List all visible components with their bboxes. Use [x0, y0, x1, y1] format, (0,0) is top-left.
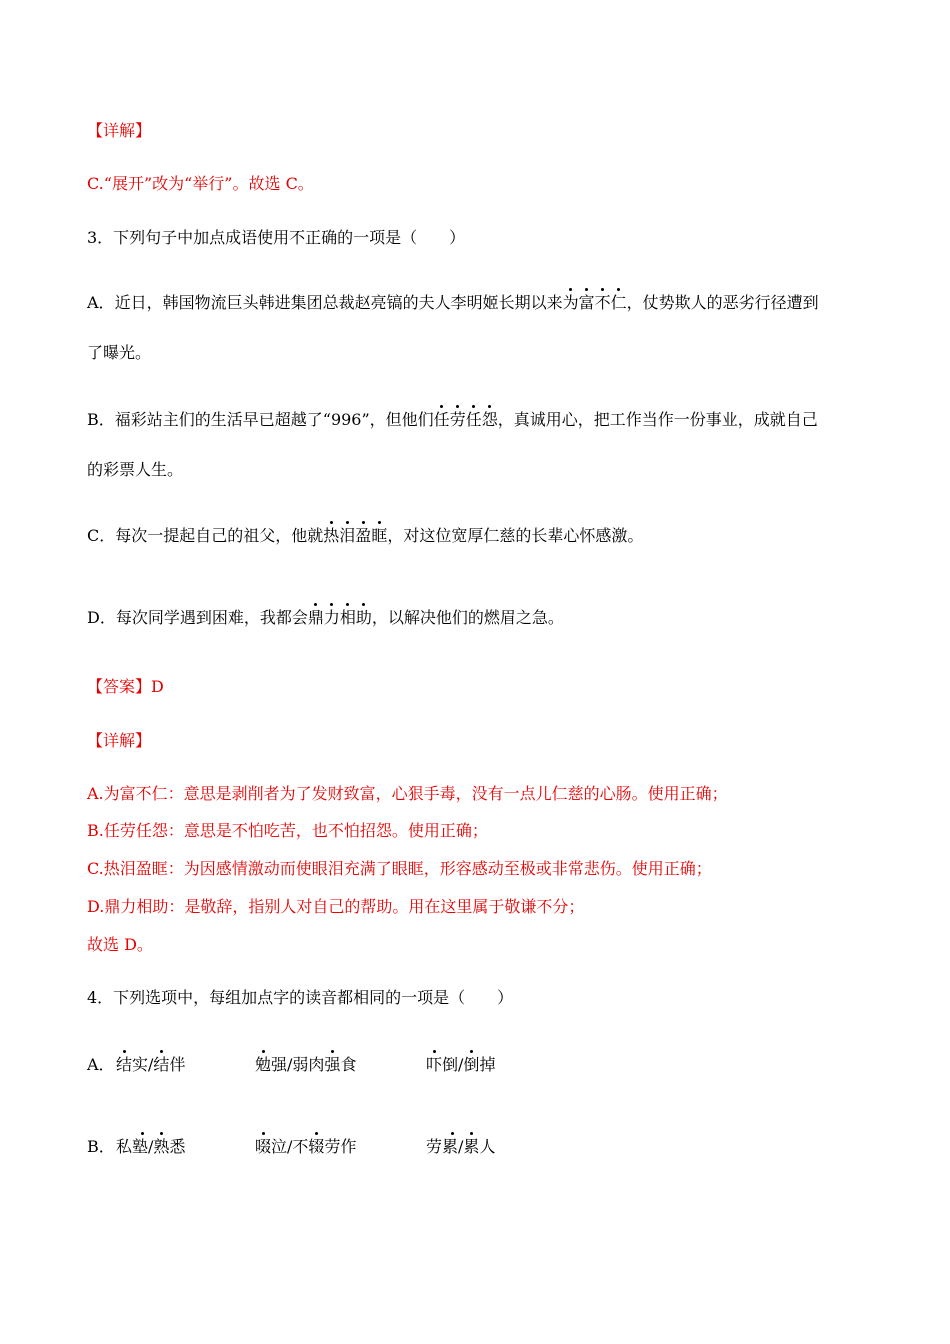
- dotted-char: 力: [323, 608, 340, 627]
- answer-line: [87, 677, 164, 697]
- dotted-char: 熟: [153, 1137, 170, 1156]
- dotted-char: 结: [153, 1055, 170, 1074]
- plain-text: 倒/: [442, 1055, 464, 1074]
- plain-text: 掉: [479, 1055, 496, 1074]
- dotted-char: 仁: [610, 293, 627, 312]
- option-text-pre: 福彩站主们的生活早已超越了“996”，但他们: [114, 410, 434, 429]
- q3-option-c: [87, 526, 643, 546]
- plain-text: 悉: [169, 1137, 186, 1156]
- q3-option-b-cont: 的彩票人生。: [87, 460, 184, 479]
- detail-line: B.任劳任怨：意思是不怕吃苦，也不怕招怨。使用正确；: [87, 821, 488, 840]
- plain-text: 劳作: [324, 1137, 357, 1156]
- q4-b-group-2: [255, 1137, 356, 1157]
- answer-value: D: [151, 677, 164, 696]
- question-3-stem: 3．下列句子中加点成语使用不正确的一项是（ ）: [87, 228, 466, 247]
- dotted-char: 眶: [371, 526, 388, 545]
- option-text-pre: 近日，韩国物流巨头韩进集团总裁赵亮镐的夫人李明姬长期以来: [114, 293, 563, 312]
- detail-title-2: 【详解】: [87, 731, 152, 750]
- q4-a-group-1: [116, 1055, 185, 1075]
- q3-option-b: [87, 410, 818, 430]
- q3-option-d: [87, 608, 564, 628]
- option-label: B．: [87, 410, 115, 429]
- q4-b-group-1: [116, 1137, 185, 1157]
- dotted-char: 累: [463, 1137, 480, 1156]
- plain-text: 劳: [426, 1137, 443, 1156]
- dotted-char: 怨: [481, 410, 498, 429]
- dotted-char: 结: [116, 1055, 133, 1074]
- plain-text: 食: [340, 1055, 357, 1074]
- plain-text: 实/: [132, 1055, 154, 1074]
- dotted-char: 辍: [308, 1137, 325, 1156]
- option-label: D．: [87, 608, 116, 627]
- dotted-char: 勉: [255, 1055, 272, 1074]
- dotted-char: 劳: [449, 410, 466, 429]
- option-label: C．: [87, 526, 116, 545]
- option-text-post: ，真诚用心，把工作当作一份事业，成就自己: [497, 410, 818, 429]
- q3-option-a: [87, 293, 819, 313]
- detail-line-1: C.“展开”改为“举行”。故选 C。: [87, 174, 314, 193]
- dotted-char: 不: [594, 293, 611, 312]
- dotted-char: 泪: [339, 526, 356, 545]
- dotted-char: 富: [578, 293, 595, 312]
- dotted-char: 任: [465, 410, 482, 429]
- option-text-post: ，对这位宽厚仁慈的长辈心怀感激。: [387, 526, 644, 545]
- dotted-char: 啜: [255, 1137, 272, 1156]
- dotted-char: 相: [339, 608, 356, 627]
- plain-text: 伴: [169, 1055, 186, 1074]
- option-text-post: ，仗势欺人的恶劣行径遭到: [626, 293, 819, 312]
- option-text-post: ，以解决他们的燃眉之急。: [371, 608, 564, 627]
- dotted-char: 盈: [355, 526, 372, 545]
- q4-a-group-2: [255, 1055, 356, 1075]
- option-text-pre: 每次同学遇到困难，我都会: [115, 608, 308, 627]
- option-text-pre: 每次一提起自己的祖父，他就: [115, 526, 324, 545]
- detail-title-1: 【详解】: [87, 121, 152, 140]
- q4-option-b-label: B．: [87, 1137, 115, 1156]
- dotted-char: 为: [562, 293, 579, 312]
- q3-option-a-cont: 了曝光。: [87, 343, 152, 362]
- answer-title: 【答案】: [87, 677, 152, 696]
- dotted-char: 助: [355, 608, 372, 627]
- plain-text: 私: [116, 1137, 133, 1156]
- option-label: A．: [87, 293, 115, 312]
- detail-line: A.为富不仁：意思是剥削者为了发财致富，心狠手毒，没有一点儿仁慈的心肠。使用正确；: [87, 784, 728, 803]
- dotted-char: 任: [433, 410, 450, 429]
- detail-line: C.热泪盈眶：为因感情激动而使眼泪充满了眼眶，形容感动至极或非常悲伤。使用正确；: [87, 859, 712, 878]
- q4-b-group-3: [426, 1137, 495, 1157]
- q4-a-group-3: [426, 1055, 495, 1075]
- dotted-char: 鼎: [307, 608, 324, 627]
- dotted-char: 累/: [442, 1137, 464, 1156]
- q4-option-a-label: A．: [87, 1055, 115, 1074]
- plain-text: 强/弱肉: [271, 1055, 325, 1074]
- dotted-char: 强: [324, 1055, 341, 1074]
- dotted-char: 热: [323, 526, 340, 545]
- plain-text: 泣/不: [271, 1137, 309, 1156]
- question-4-stem: 4．下列选项中，每组加点字的读音都相同的一项是（ ）: [87, 988, 514, 1007]
- dotted-char: 倒: [463, 1055, 480, 1074]
- detail-line: D.鼎力相助：是敬辞，指别人对自己的帮助。用在这里属于敬谦不分；: [87, 897, 585, 916]
- detail-line: 故选 D。: [87, 935, 153, 954]
- dotted-char: 塾/: [132, 1137, 154, 1156]
- plain-text: 人: [479, 1137, 496, 1156]
- dotted-char: 吓: [426, 1055, 443, 1074]
